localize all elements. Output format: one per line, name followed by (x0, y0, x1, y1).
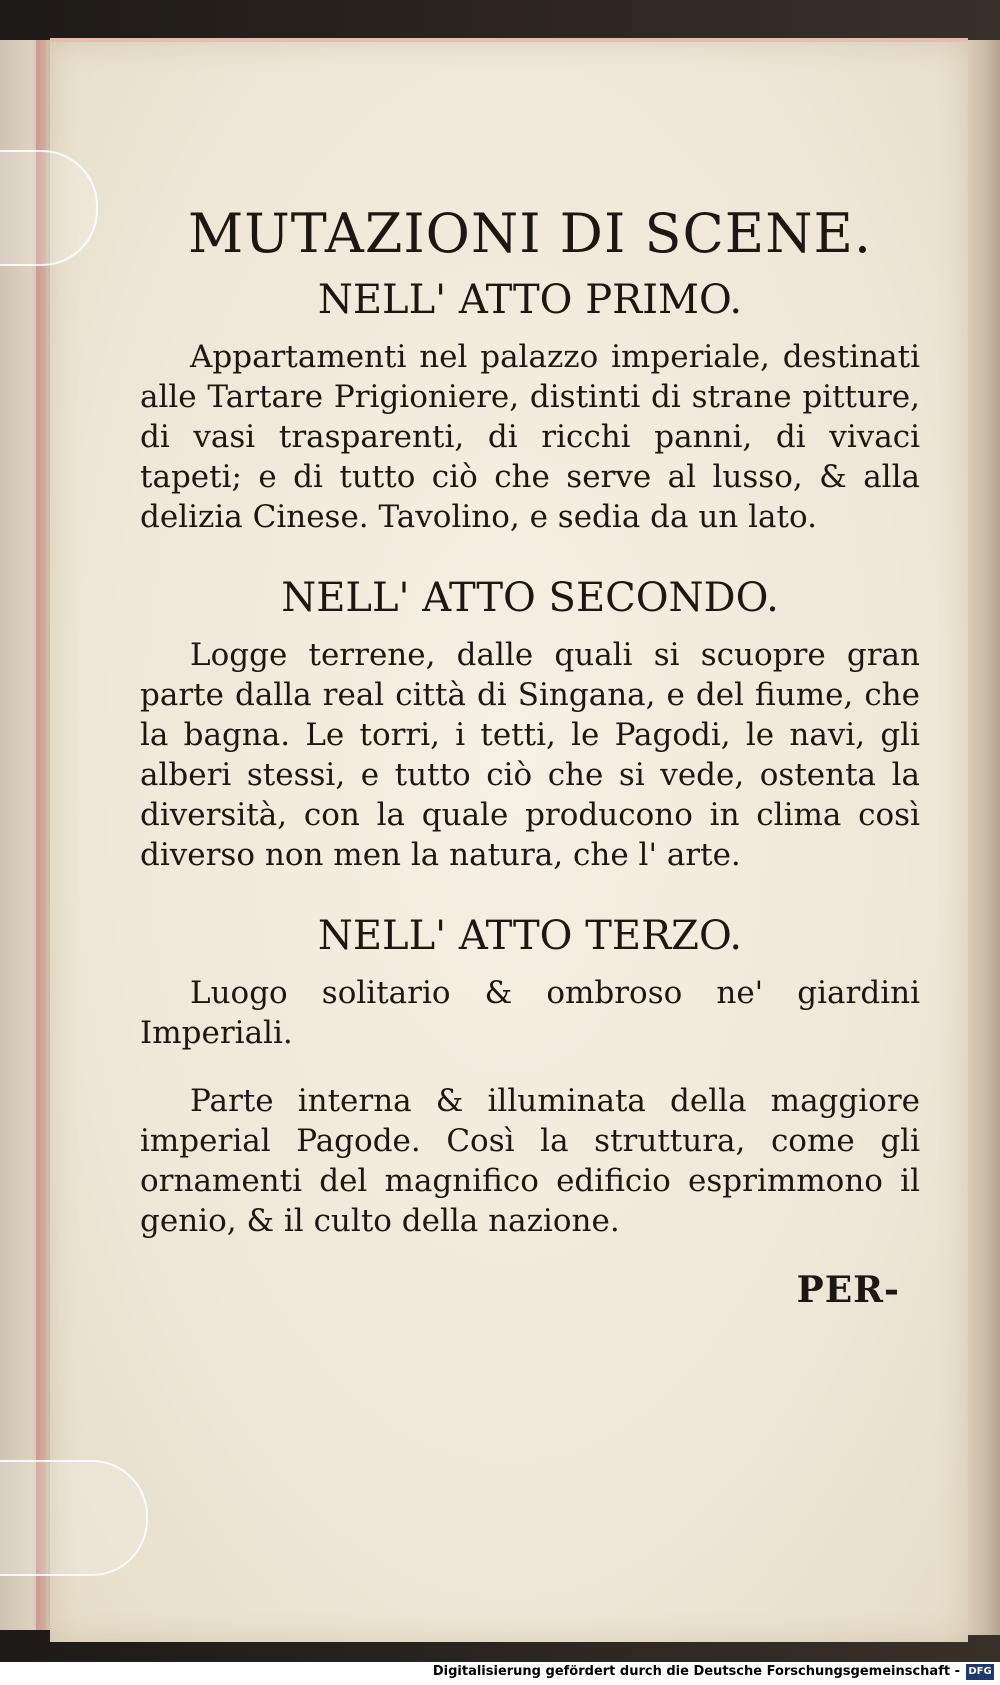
page-clip-bottom (0, 1460, 148, 1576)
act-2-paragraph: Logge terrene, dalle quali si scuopre gran parte dalla real città di Singana, e del fiume, che la bagna. Le torri, i tetti, le Pagodi, le navi, gli alberi stessi, e tutto ciò che si vede, ostenta la diversità, con la quale producono in clima così diverso non men la natura, che l' arte. (140, 637, 920, 873)
page-title: MUTAZIONI DI SCENE. (187, 202, 873, 265)
act-heading-2: NELL' ATTO SECONDO. (281, 575, 779, 621)
catchword: PER- (796, 1269, 900, 1311)
act-section-1 (140, 277, 920, 537)
book-page (50, 38, 968, 1642)
act-heading-3: NELL' ATTO TERZO. (317, 913, 743, 959)
book-right-edge (968, 40, 1000, 1635)
page-content (140, 162, 920, 1311)
act-3-paragraph-1: Luogo solitario & ombroso ne' giardini Imperiali. (140, 975, 920, 1051)
act-section-3 (140, 913, 920, 1241)
book-red-edge (36, 40, 46, 1630)
act-1-paragraph: Appartamenti nel palazzo imperiale, destinati alle Tartare Prigioniere, distinti di strane pitture, di vasi trasparenti, di ricchi panni, di vivaci tapeti; e di tutto ciò che serve al lusso, & alla delizia Cinese. Tavolino, e sedia da un lato. (140, 339, 920, 535)
act-section-2 (140, 575, 920, 875)
digitization-credit: Digitalisierung gefördert durch die Deutsche Forschungsgemeinschaft - (432, 1664, 960, 1679)
dfg-logo: DFG (966, 1664, 994, 1680)
act-3-paragraph-2: Parte interna & illuminata della maggiore imperial Pagode. Così la struttura, come gli ornamenti del magnifico edificio esprimmono il genio, & il culto della nazione. (140, 1083, 920, 1239)
act-heading-1: NELL' ATTO PRIMO. (317, 277, 743, 323)
